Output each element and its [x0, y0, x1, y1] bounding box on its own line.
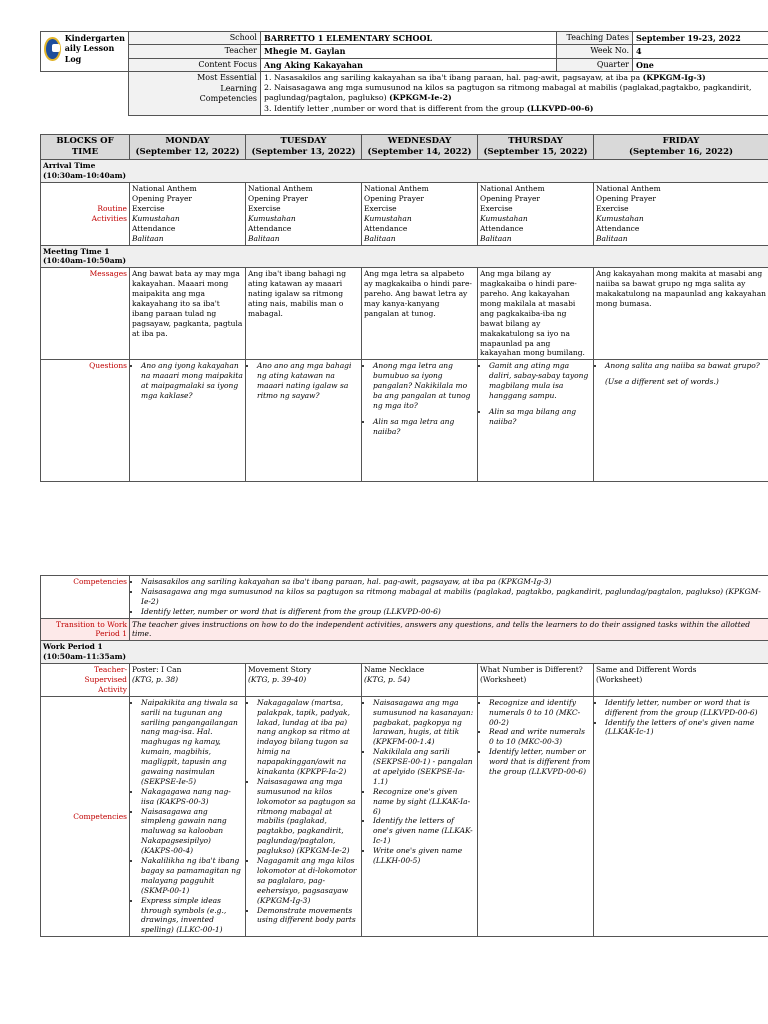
activity-cell: Movement Story (KTG, p. 39-40)	[246, 664, 362, 697]
message-cell: Ang mga letra sa alpabeto ay magkakaiba o hindi pare-pareho. Ang bawat letra ay may kanya-kanyang pangalan at tunog.	[362, 268, 478, 360]
routine-item: Balitaan	[364, 233, 396, 243]
comp-col: • Recognize and identify numerals 0 to 10 (MKC-00-2) • Read and write numerals 0 to 10 (MKC-00-3) • Identify letter, number or word that is different from the group (LLKVPD-00-6)	[478, 696, 594, 936]
activity-cell: Same and Different Words (Worksheet)	[594, 664, 768, 697]
day-header-tuesday: TUESDAY (September 13, 2022)	[246, 135, 362, 160]
schedule-table-2	[40, 575, 768, 937]
routine-list	[246, 183, 362, 245]
transition-text: The teacher gives instructions on how to do the independent activities, answers any questions, and tells the learners to do their assigned tasks within the allotted time.	[130, 618, 768, 641]
teacher-value: Mhegie M. Gaylan	[261, 45, 557, 58]
comp-col: • Naipakikita ang tiwala sa sarili na tugunan ang sariling pangangailangan nang mag-isa. Hal. maghugas ng kamay, kumain, magbihis, magligpit, tapusin ang gawaing nasimulan (SEKPSE-Ie-5) • Nakagagawa nang nag-iisa (KAKPS-00-3) • Naisasagawa ang simpleng gawain nang maluwag sa kalooban Nakapagsesipilyo) (KAKPS-00-4) • Nakalilikha ng iba't ibang bagay sa pamamagitan ng malayang pagguhit (SKMP-00-1) • Express simple ideas through symbols (e.g., drawings, invented spelling) (LLKC-00-1)	[130, 696, 246, 936]
message-cell: Ang bawat bata ay may mga kakayahan. Maaari mong maipakita ang mga kakayahang ito sa iba't ibang paraan tulad ng pagsayaw, pagkanta, pagtula at iba pa.	[130, 268, 246, 360]
routine-list	[594, 183, 768, 245]
week-label: Week No.	[557, 45, 633, 58]
question-cell: • Ano ang iyong kakayahan na maaari mong maipakita at maipagmalaki sa iyong mga kaklase?	[130, 360, 246, 482]
header-section	[40, 31, 768, 116]
routine-item: Kumustahan	[480, 213, 528, 223]
routine-item: Attendance	[480, 223, 524, 233]
message-cell: Ang mga bilang ay magkakaiba o hindi pare-pareho. Ang kakayahan mong makilala at masabi ang pagkakaiba-iba ng bawat bilang ay makakatulong sa iyo na mapaunlad pa ang kakayahan mong bumilang.	[478, 268, 594, 360]
work-period-row: Work Period 1 (10:50am-11:35am)	[41, 641, 768, 664]
activity-competencies-label: Competencies	[41, 696, 130, 936]
routine-item: National Anthem	[480, 184, 545, 194]
routine-item: Kumustahan	[596, 213, 644, 223]
routine-item: Opening Prayer	[364, 194, 424, 204]
school-label: School	[129, 32, 261, 45]
routine-list	[130, 183, 246, 245]
routine-item: Opening Prayer	[596, 194, 656, 204]
school-value: BARRETTO 1 ELEMENTARY SCHOOL	[261, 32, 557, 45]
comp-col: • Naisasagawa ang mga sumusunod na kasanayan: pagbakat, pagkopya ng larawan, hugis, at titik (KPKFM-00-1.4) • Nakikilala ang sarili (SEKPSE-00-1) - pangalan at apelyido (SEKPSE-Ia-1.1) • Recognize one's given name by sight (LLKAK-Ia-6) • Identify the letters of one's given name (LLKAK-Ic-1) • Write one's given name (LLKH-00-5)	[362, 696, 478, 936]
transition-label: Transition to Work Period 1	[41, 618, 130, 641]
competencies-label: Competencies	[41, 576, 130, 619]
question-cell: • Gamit ang ating mga daliri, sabay-sabay tayong magbilang mula isa hanggang sampu. • Alin sa mga bilang ang naiiba?	[478, 360, 594, 482]
dates-value: September 19-23, 2022	[633, 32, 768, 45]
competency-item: 2. Naisasagawa ang mga sumusunod na kilos sa pagtugon sa ritmong mabagal at mabilis (paglakad,pagtakbo, pagkandirit, paglundag/pagtalon, paglukso) (KPKGM-Ie-2)	[264, 83, 752, 103]
activity-cell: Name Necklace (KTG, p. 54)	[362, 664, 478, 697]
routine-item: Kumustahan	[132, 213, 180, 223]
activity-cell: What Number is Different? (Worksheet)	[478, 664, 594, 697]
routine-item: Balitaan	[480, 233, 512, 243]
routine-list	[362, 183, 478, 245]
lesson-log-title	[41, 32, 129, 72]
competency-item: 3. Identify letter ,number or word that is different from the group (LLKVPD-00-6)	[264, 103, 594, 113]
routine-item: National Anthem	[596, 184, 661, 194]
schedule-table-1	[40, 134, 768, 482]
quarter-value: One	[633, 58, 768, 71]
content-focus-value: Ang Aking Kakayahan	[261, 58, 557, 71]
routine-item: Opening Prayer	[248, 194, 308, 204]
routine-item: Balitaan	[248, 233, 280, 243]
messages-label: Messages	[41, 268, 130, 360]
routine-item: Kumustahan	[364, 213, 412, 223]
day-header-wednesday: WEDNESDAY (September 14, 2022)	[362, 135, 478, 160]
routine-item: Kumustahan	[248, 213, 296, 223]
routine-item: Attendance	[132, 223, 176, 233]
message-cell: Ang kakayahan mong makita at masabi ang naiiba sa bawat grupo ng mga salita ay makakatulong na mapaunlad ang kakayahan mong bumasa.	[594, 268, 768, 360]
content-focus-label: Content Focus	[129, 58, 261, 71]
day-header-thursday: THURSDAY (September 15, 2022)	[478, 135, 594, 160]
comp-col: • Nakagagalaw (martsa, palakpak, tapik, padyak, lakad, lundag at iba pa) nang angkop sa ritmo at indayog bilang tugon sa himig na napapakinggan/awit na kinakanta (KPKPF-Ia-2) • Naisasagawa ang mga sumusunod na kilos lokomotor sa pagtugon sa ritmong mabagal at mabilis (paglakad, pagtakbo, pagkandirit, paglundag/pagtalon, paglukso) (KPKGM-Ie-2) • Nagagamit ang mga kilos lokomotor at di-lokomotor sa paglalaro, pag-eehersisyo, pagsasayaw (KPKGM-Ig-3) • Demonstrate movements using different body parts	[246, 696, 362, 936]
activity-cell: Poster: I Can (KTG, p. 38)	[130, 664, 246, 697]
routine-item: Exercise	[364, 204, 397, 213]
quarter-label: Quarter	[557, 58, 633, 71]
question-cell: • Anong mga letra ang bumubuo sa iyong pangalan? Nakikilala mo ba ang pangalan at tunog ng mga ito? • Alin sa mga letra ang naiiba?	[362, 360, 478, 482]
routine-item: Exercise	[132, 204, 165, 213]
blocks-of-time-header: BLOCKS OF TIME	[41, 135, 130, 160]
teacher-supervised-label: Teacher- Supervised Activity	[41, 664, 130, 697]
meeting-time-row: Meeting Time 1 (10:40am-10:50am)	[41, 245, 768, 268]
competencies-list: • Naisasakilos ang sariling kakayahan sa iba't ibang paraan, hal. pag-awit, pagsayaw, at iba pa (KPKGM-Ig-3) • Naisasagawa ang mga sumusunod na kilos sa pagtugon sa ritmong mabagal at mabilis (paglakad, pagtakbo, pagkandirit, paglundag/pagtalon, paglukso) (KPKGM-Ie-2) • Identify letter, number or word that is different from the group (LLKVPD-00-6)	[130, 576, 768, 619]
teacher-label: Teacher	[129, 45, 261, 58]
routine-activities-label: Routine Activities	[41, 183, 130, 245]
title-line-2: aily Lesson Log	[64, 43, 115, 64]
routine-item: Exercise	[480, 204, 513, 213]
routine-item: Exercise	[248, 204, 281, 213]
week-value: 4	[633, 45, 768, 58]
question-cell: • Ano ano ang mga bahagi ng ating katawan na maaari nating igalaw sa ritmo ng sayaw?	[246, 360, 362, 482]
message-cell: Ang iba't ibang bahagi ng ating katawan ay maaari nating igalaw sa ritmong ating nais, mabilis man o mabagal.	[246, 268, 362, 360]
routine-item: Opening Prayer	[132, 194, 192, 204]
routine-item: Exercise	[596, 204, 629, 213]
comp-col: • Identify letter, number or word that is different from the group (LLKVPD-00-6) • Identify the letters of one's given name (LLKAK-Ic-1)	[594, 696, 768, 936]
question-cell: • Anong salita ang naiiba sa bawat grupo? (Use a different set of words.)	[594, 360, 768, 482]
questions-label: Questions	[41, 360, 130, 482]
routine-item: Opening Prayer	[480, 194, 540, 204]
routine-item: National Anthem	[364, 184, 429, 194]
deped-seal-icon	[44, 37, 61, 61]
arrival-time-row: Arrival Time (10:30am-10:40am)	[41, 160, 768, 183]
day-header-monday: MONDAY (September 12, 2022)	[130, 135, 246, 160]
dates-label: Teaching Dates	[557, 32, 633, 45]
routine-list	[478, 183, 594, 245]
day-header-friday: FRIDAY (September 16, 2022)	[594, 135, 768, 160]
routine-item: National Anthem	[132, 184, 197, 194]
competency-item: 1. Nasasakilos ang sariling kakayahan sa iba't ibang paraan, hal. pag-awit, pagsayaw, at iba pa (KPKGM-Ig-3)	[264, 73, 706, 83]
title-line-1: Kindergarten	[64, 33, 125, 43]
mel-competencies-label: Most Essential Learning Competencies	[129, 72, 261, 116]
routine-item: Attendance	[248, 223, 292, 233]
routine-item: Attendance	[364, 223, 408, 233]
routine-item: National Anthem	[248, 184, 313, 194]
routine-item: Balitaan	[132, 233, 164, 243]
routine-item: Attendance	[596, 223, 640, 233]
routine-item: Balitaan	[596, 233, 628, 243]
mel-competencies-list	[261, 72, 768, 116]
